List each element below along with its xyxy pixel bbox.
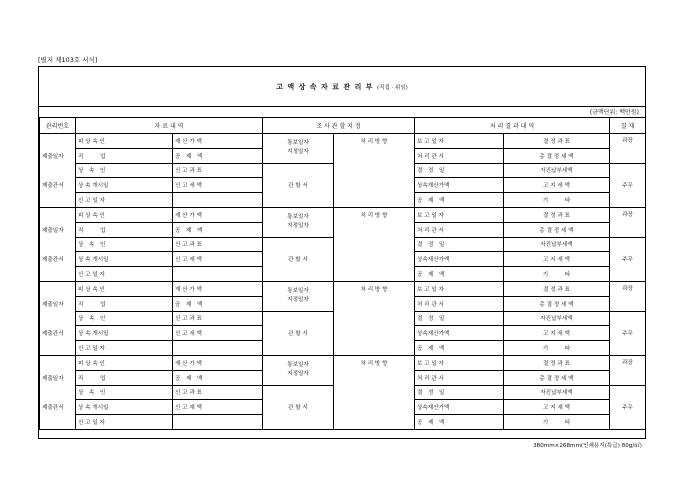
direction-cell[interactable] [334,326,415,341]
label-deduction2: 공 제 액 [415,193,504,208]
label-report-day: 보 고 일 자 [415,355,504,370]
approval-officer: 주무 [610,311,646,355]
label-decided-tax: 총 결 정 세 액 [504,296,610,311]
label-assign-date: 지정일자 [287,370,309,377]
label-decedent: 피 상 속 인 [76,134,173,149]
record-row [40,311,646,326]
jurisdiction-value[interactable] [263,415,334,430]
label-submit-date: 제출일자 [40,222,76,237]
record-row [40,222,646,237]
ledger-table [39,117,646,430]
label-handler: 처 리 관 서 [415,222,504,237]
record-row [40,370,646,385]
label-job: 직 업 [76,296,173,311]
paper-spec-footer: 380mm×268mm(인쇄용지(특급) 80g/㎡) [533,443,642,449]
label-report-day: 보 고 일 자 [415,207,504,222]
label-other: 기 타 [504,193,610,208]
label-decision-day: 결 정 일 [415,385,504,400]
report-date-value[interactable] [173,341,263,356]
label-report-date: 신 고 일 자 [76,267,173,282]
label-submit-office: 제출관서 [40,178,76,193]
approval-chief: 과장 [610,355,646,385]
label-report-day: 보 고 일 자 [415,134,504,149]
label-decision-day: 결 정 일 [415,311,504,326]
label-self-payment: 자진납부세액 [504,385,610,400]
assign-cell[interactable] [263,385,334,400]
mgmt-no-cell[interactable] [40,355,76,370]
direction-cell[interactable] [334,267,415,282]
label-assign-date: 지정일자 [287,296,309,303]
label-deduction2: 공 제 액 [415,341,504,356]
record-row [40,193,646,208]
label-notify-date: 통보일자 [287,140,309,146]
label-notice-tax: 고 지 세 액 [504,178,610,193]
label-decision-day: 결 정 일 [415,237,504,252]
direction-cell[interactable] [334,222,415,237]
report-date-value[interactable] [173,193,263,208]
label-decedent: 피 상 속 인 [76,281,173,296]
label-notify-date: 통보일자 [287,361,309,368]
direction-cell[interactable] [334,178,415,193]
label-notice-tax: 고 지 세 액 [504,326,610,341]
jurisdiction-value[interactable] [263,193,334,208]
label-property-value: 재 산 가 액 [173,134,263,149]
header-result: 처 리 결 과 내 역 [415,118,610,134]
record-row [40,296,646,311]
label-estate-value: 상속재산가액 [415,326,504,341]
label-handler: 처 리 관 서 [415,148,504,163]
label-direction: 처 리 방 향 [334,134,415,149]
record-row [40,134,646,149]
direction-cell[interactable] [334,237,415,252]
approval-chief: 과장 [610,281,646,311]
header-investigation: 조 사 관 할 지 정 [263,118,415,134]
header-material: 자 료 내 역 [76,118,263,134]
notify-cell [263,281,334,311]
direction-cell[interactable] [334,193,415,208]
mgmt-no-cell[interactable] [40,163,76,178]
notify-cell [263,355,334,385]
label-start-date: 상 속 개시일 [76,252,173,267]
label-report-amount: 신 고 세 액 [173,178,263,193]
record-row [40,326,646,341]
label-deduction: 공 제 액 [173,148,263,163]
label-submit-date: 제출일자 [40,370,76,385]
label-submit-date: 제출일자 [40,148,76,163]
header-mgmt-no: 관리번호 [40,118,76,134]
label-job: 직 업 [76,148,173,163]
label-heir: 상 속 인 [76,385,173,400]
label-notify-date: 통보일자 [287,287,309,294]
label-submit-office: 제출관서 [40,326,76,341]
label-jurisdiction: 관 할 서 [263,400,334,415]
mgmt-no-cell[interactable] [40,341,76,356]
label-decided-tax: 총 결 정 세 액 [504,370,610,385]
label-report-tax: 신 고 과 표 [173,311,263,326]
mgmt-no-cell[interactable] [40,267,76,282]
approval-chief: 과장 [610,134,646,164]
record-row [40,178,646,193]
label-submit-office: 제출관서 [40,252,76,267]
label-property-value: 재 산 가 액 [173,355,263,370]
label-assign-date: 지정일자 [287,149,309,155]
label-heir: 상 속 인 [76,237,173,252]
label-report-tax: 신 고 과 표 [173,237,263,252]
label-deduction2: 공 제 액 [415,267,504,282]
label-decided-base: 결 정 과 표 [504,281,610,296]
label-decided-tax: 총 결 정 세 액 [504,148,610,163]
label-report-date: 신 고 일 자 [76,341,173,356]
label-decedent: 피 상 속 인 [76,207,173,222]
label-notice-tax: 고 지 세 액 [504,400,610,415]
direction-cell[interactable] [334,252,415,267]
direction-cell[interactable] [334,400,415,415]
ledger-form [38,66,646,439]
mgmt-no-cell[interactable] [40,281,76,296]
title-subtitle: (직접 · 위임) [377,85,408,91]
label-jurisdiction: 관 할 서 [263,326,334,341]
label-jurisdiction: 관 할 서 [263,252,334,267]
record-row [40,237,646,252]
page-title [39,82,645,92]
approval-officer: 주무 [610,163,646,207]
label-decision-day: 결 정 일 [415,163,504,178]
title-box [39,67,645,107]
mgmt-no-cell[interactable] [40,311,76,326]
record-row [40,281,646,296]
direction-cell[interactable] [334,370,415,385]
label-other: 기 타 [504,415,610,430]
mgmt-no-cell[interactable] [40,193,76,208]
label-deduction: 공 제 액 [173,296,263,311]
label-notify-date: 통보일자 [287,213,309,220]
label-deduction: 공 제 액 [173,370,263,385]
label-deduction: 공 제 액 [173,222,263,237]
label-direction: 처 리 방 향 [334,281,415,296]
header-row [40,118,646,134]
jurisdiction-value[interactable] [263,341,334,356]
label-deduction2: 공 제 액 [415,415,504,430]
label-decided-base: 결 정 과 표 [504,207,610,222]
direction-cell[interactable] [334,311,415,326]
label-jurisdiction: 관 할 서 [263,178,334,193]
approval-officer: 주무 [610,237,646,281]
notify-cell [263,207,334,237]
label-report-amount: 신 고 세 액 [173,252,263,267]
label-submit-office: 제출관서 [40,400,76,415]
label-decided-base: 결 정 과 표 [504,355,610,370]
label-job: 직 업 [76,222,173,237]
approval-officer: 주무 [610,385,646,429]
direction-cell[interactable] [334,163,415,178]
label-self-payment: 자진납부세액 [504,237,610,252]
label-report-tax: 신 고 과 표 [173,163,263,178]
label-handler: 처 리 관 서 [415,370,504,385]
mgmt-no-cell[interactable] [40,134,76,149]
label-decided-base: 결 정 과 표 [504,134,610,149]
mgmt-no-cell[interactable] [40,415,76,430]
record-row [40,385,646,400]
direction-cell[interactable] [334,296,415,311]
label-decided-tax: 총 결 정 세 액 [504,222,610,237]
label-job: 직 업 [76,370,173,385]
label-assign-date: 지정일자 [287,222,309,229]
label-direction: 처 리 방 향 [334,207,415,222]
direction-cell[interactable] [334,341,415,356]
assign-cell[interactable] [263,237,334,252]
record-row [40,355,646,370]
label-heir: 상 속 인 [76,163,173,178]
direction-cell[interactable] [334,385,415,400]
header-approval: 결 재 [610,118,646,134]
label-decedent: 피 상 속 인 [76,355,173,370]
label-direction: 처 리 방 향 [334,355,415,370]
label-notice-tax: 고 지 세 액 [504,252,610,267]
mgmt-no-cell[interactable] [40,207,76,222]
label-report-date: 신 고 일 자 [76,415,173,430]
label-property-value: 재 산 가 액 [173,281,263,296]
unit-note: (금액단위: 백만원) [589,109,639,116]
label-start-date: 상 속 개시일 [76,178,173,193]
direction-cell[interactable] [334,148,415,163]
form-number: [별지 제103호 서식] [38,56,98,64]
mgmt-no-cell[interactable] [40,385,76,400]
label-handler: 처 리 관 서 [415,296,504,311]
label-report-amount: 신 고 세 액 [173,326,263,341]
mgmt-no-cell[interactable] [40,237,76,252]
record-row [40,252,646,267]
label-self-payment: 자진납부세액 [504,311,610,326]
record-row [40,267,646,282]
label-report-amount: 신 고 세 액 [173,400,263,415]
label-estate-value: 상속재산가액 [415,178,504,193]
label-other: 기 타 [504,267,610,282]
record-row [40,148,646,163]
label-estate-value: 상속재산가액 [415,252,504,267]
title-text: 고 액 상 속 자 료 관 리 부 [276,83,374,91]
label-report-tax: 신 고 과 표 [173,385,263,400]
jurisdiction-value[interactable] [263,267,334,282]
label-report-day: 보 고 일 자 [415,281,504,296]
label-start-date: 상 속 개시일 [76,400,173,415]
label-heir: 상 속 인 [76,311,173,326]
assign-cell[interactable] [263,163,334,178]
report-date-value[interactable] [173,267,263,282]
label-submit-date: 제출일자 [40,296,76,311]
record-row [40,341,646,356]
direction-cell[interactable] [334,415,415,430]
report-date-value[interactable] [173,415,263,430]
label-property-value: 재 산 가 액 [173,207,263,222]
label-estate-value: 상속재산가액 [415,400,504,415]
record-row [40,415,646,430]
approval-chief: 과장 [610,207,646,237]
record-row [40,207,646,222]
notify-cell [263,134,334,164]
label-start-date: 상 속 개시일 [76,326,173,341]
label-other: 기 타 [504,341,610,356]
record-row [40,400,646,415]
label-self-payment: 자진납부세액 [504,163,610,178]
record-row [40,163,646,178]
assign-cell[interactable] [263,311,334,326]
label-report-date: 신 고 일 자 [76,193,173,208]
